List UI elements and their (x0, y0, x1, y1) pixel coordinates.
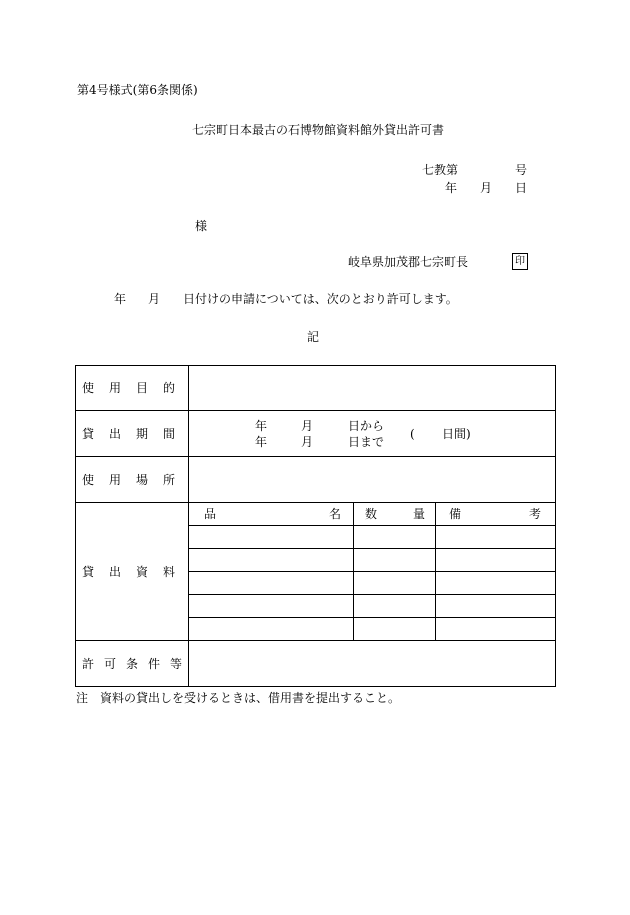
row-divider (75, 410, 556, 411)
period-days-open: ( (410, 427, 415, 441)
form-number: 第4号様式(第6条関係) (77, 83, 198, 97)
materials-row-divider (188, 571, 556, 572)
materials-row-divider (188, 594, 556, 595)
addressee-honorific: 様 (195, 219, 208, 233)
purpose-label: 使用目的 (82, 381, 191, 395)
materials-column-divider (435, 502, 436, 640)
issuer: 岐阜県加茂郡七宗町長 (348, 255, 469, 269)
conditions-label: 許可条件等 (82, 657, 193, 671)
seal-mark: 印 (512, 253, 528, 270)
materials-row-divider (188, 548, 556, 549)
row-divider (75, 456, 556, 457)
label-column-divider (188, 365, 189, 687)
footnote: 注 資料の貸出しを受けるときは、借用書を提出すること。 (76, 691, 401, 705)
materials-label: 貸出資料 (82, 565, 191, 579)
period-start-month: 月 (301, 419, 314, 433)
header-quantity-2: 量 (413, 507, 426, 521)
period-end-year: 年 (255, 435, 268, 449)
intro-text: 日付けの申請については、次のとおり許可します。 (183, 292, 458, 306)
header-remarks-2: 考 (529, 507, 542, 521)
period-end-month: 月 (301, 435, 314, 449)
period-start-year: 年 (255, 419, 268, 433)
date-day: 日 (515, 181, 528, 195)
period-end-day: 日まで (348, 435, 385, 449)
materials-row-divider (188, 525, 556, 526)
document-title: 七宗町日本最古の石博物館資料館外貸出許可書 (192, 123, 445, 137)
materials-row-divider (188, 617, 556, 618)
row-divider (75, 640, 556, 641)
row-divider (75, 502, 556, 503)
ki-heading: 記 (307, 330, 320, 344)
place-label: 使用場所 (82, 473, 191, 487)
period-start-day: 日から (348, 419, 385, 433)
header-item-name-2: 名 (329, 507, 342, 521)
period-label: 貸出期間 (82, 427, 191, 441)
intro-year: 年 (114, 292, 127, 306)
date-month: 月 (480, 181, 493, 195)
table-border-left (75, 365, 76, 687)
period-days-close: 日間) (442, 427, 471, 441)
table-border-bottom (75, 686, 556, 687)
document-number-prefix: 七教第 (422, 163, 459, 177)
document-number-suffix: 号 (515, 163, 528, 177)
date-year: 年 (445, 181, 458, 195)
header-remarks-1: 備 (449, 507, 462, 521)
materials-column-divider (353, 502, 354, 640)
table-border-top (75, 365, 556, 366)
table-border-right (555, 365, 556, 687)
header-quantity-1: 数 (365, 507, 378, 521)
intro-month: 月 (148, 292, 161, 306)
header-item-name-1: 品 (204, 507, 217, 521)
